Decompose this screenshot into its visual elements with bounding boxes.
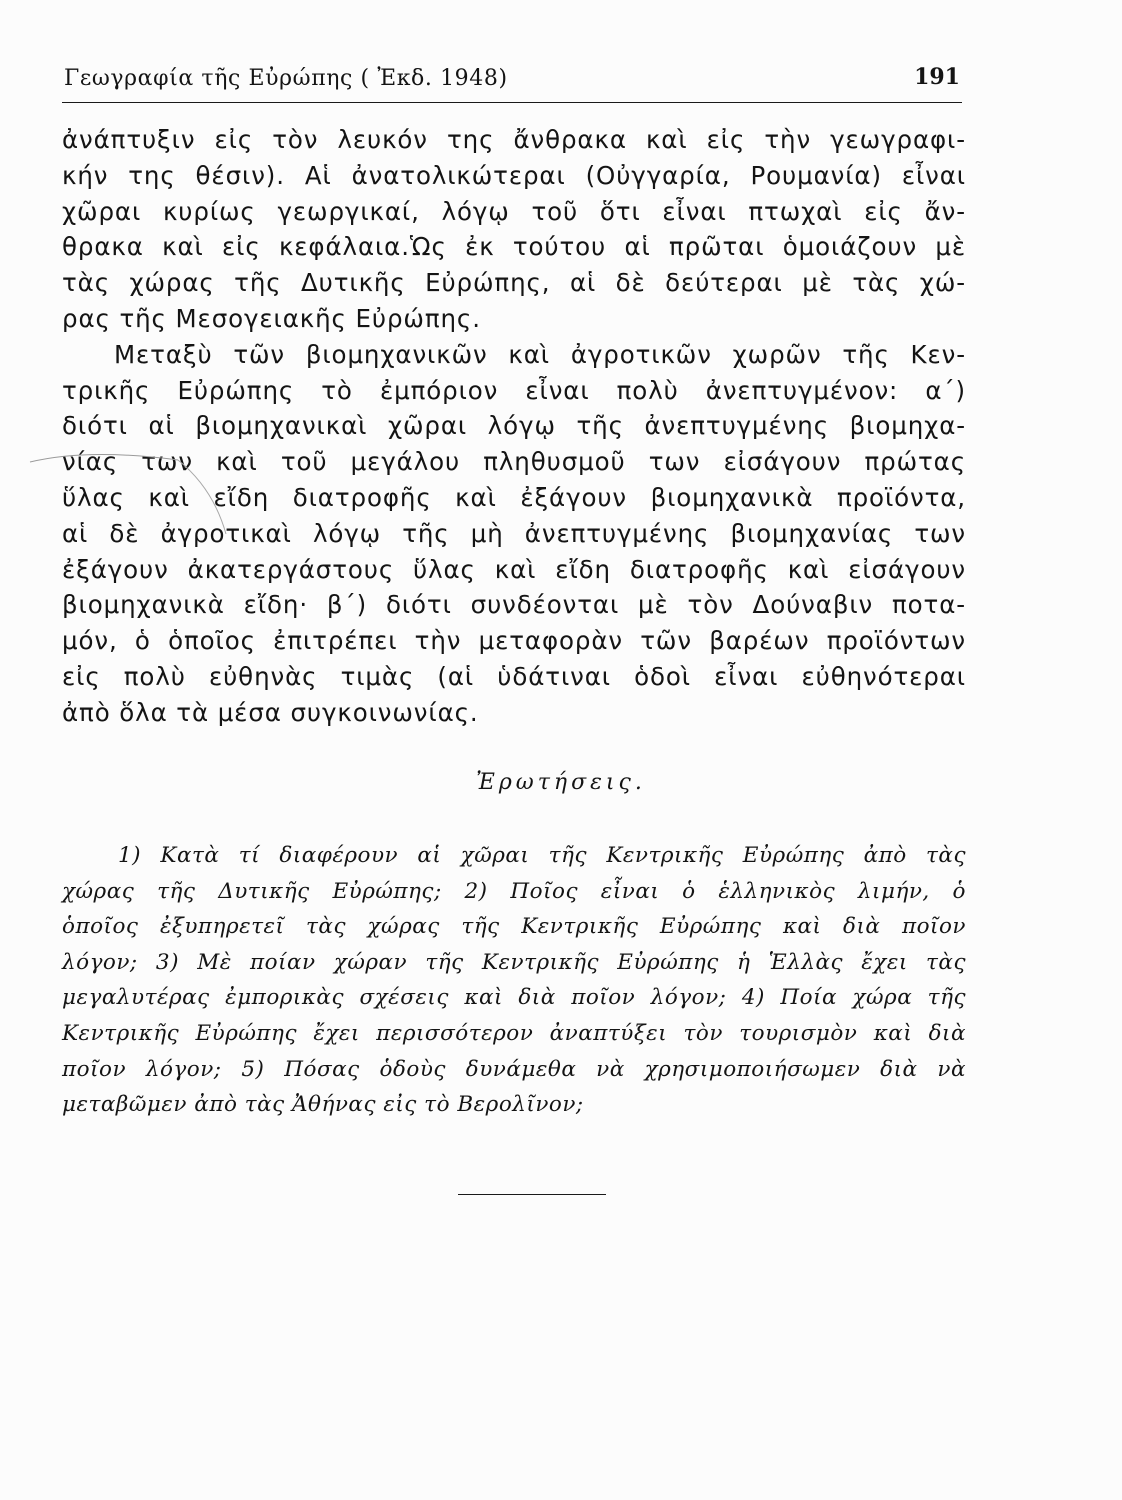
question-line: ποῖον λόγον; 5) Πόσας ὁδοὺς δυνάμεθα νὰ χρησιμοποιήσωμεν διὰ νὰ xyxy=(62,1056,966,1082)
body-line: βιομηχανικὰ εἴδη· β΄) διότι συνδέονται μὲ τὸν Δούναβιν ποτα- xyxy=(62,590,966,620)
running-title: Γεωγραφία τῆς Εὐρώπης ( Ἐκδ. 1948) xyxy=(64,66,508,91)
questions-heading: Ἐρωτήσεις. xyxy=(476,770,646,795)
body-line: αἱ δὲ ἀγροτικαὶ λόγῳ τῆς μὴ ἀνεπτυγμένης βιομηχανίας των xyxy=(62,518,966,548)
body-line: ὕλας καὶ εἴδη διατροφῆς καὶ ἐξάγουν βιομηχανικὰ προϊόντα, xyxy=(62,482,966,512)
question-line: λόγον; 3) Μὲ ποίαν χώραν τῆς Κεντρικῆς Εὐρώπης ἡ Ἑλλὰς ἔχει τὰς xyxy=(62,949,966,975)
body-line: διότι αἱ βιομηχανικαὶ χῶραι λόγῳ τῆς ἀνεπτυγμένης βιομηχα- xyxy=(62,411,966,441)
body-line: ἀπὸ ὅλα τὰ μέσα συγκοινωνίας. xyxy=(62,697,479,727)
body-line: εἰς πολὺ εὐθηνὰς τιμὰς (αἱ ὑδάτιναι ὁδοὶ εἶναι εὐθηνότεραι xyxy=(62,661,966,691)
body-line: ρας τῆς Μεσογειακῆς Εὐρώπης. xyxy=(62,303,481,333)
page-number: 191 xyxy=(914,64,960,90)
question-line: 1) Κατὰ τί διαφέρουν αἱ χῶραι τῆς Κεντρικῆς Εὐρώπης ἀπὸ τὰς xyxy=(118,843,966,868)
question-line: μεταβῶμεν ἀπὸ τὰς Ἀθήνας εἰς τὸ Βερολῖνον; xyxy=(62,1092,584,1118)
question-line: ὁποῖος ἐξυπηρετεῖ τὰς χώρας τῆς Κεντρικῆς Εὐρώπης καὶ διὰ ποῖον xyxy=(62,914,966,940)
running-head xyxy=(62,62,962,103)
body-line: Μεταξὺ τῶν βιομηχανικῶν καὶ ἀγροτικῶν χωρῶν τῆς Κεν- xyxy=(114,339,966,369)
question-line: μεγαλυτέρας ἐμπορικὰς σχέσεις καὶ διὰ ποῖον λόγον; 4) Ποία χώρα τῆς xyxy=(62,985,966,1011)
body-line: θρακα καὶ εἰς κεφάλαια.Ὡς ἐκ τούτου αἱ πρῶται ὁμοιάζουν μὲ xyxy=(62,232,966,262)
questions-block xyxy=(62,838,966,1123)
question-line: Κεντρικῆς Εὐρώπης ἔχει περισσότερον ἀναπτύξει τὸν τουρισμὸν καὶ διὰ xyxy=(62,1020,966,1046)
body-text xyxy=(62,122,966,731)
body-line: ἀνάπτυξιν εἰς τὸν λευκόν της ἄνθρακα καὶ εἰς τὴν γεωγραφι- xyxy=(62,125,966,154)
body-line: τὰς χώρας τῆς Δυτικῆς Εὐρώπης, αἱ δὲ δεύτεραι μὲ τὰς χώ- xyxy=(62,268,966,298)
body-line: κήν της θέσιν). Αἱ ἀνατολικώτεραι (Οὐγγαρία, Ρουμανία) εἶναι xyxy=(62,160,966,190)
end-rule xyxy=(458,1194,606,1195)
body-line: ἐξάγουν ἀκατεργάστους ὕλας καὶ εἴδη διατροφῆς καὶ εἰσάγουν xyxy=(62,554,966,584)
body-line: μόν, ὁ ὁποῖος ἐπιτρέπει τὴν μεταφορὰν τῶν βαρέων προϊόντων xyxy=(62,626,966,656)
body-line: χῶραι κυρίως γεωργικαί, λόγῳ τοῦ ὅτι εἶναι πτωχαὶ εἰς ἄν- xyxy=(62,196,966,226)
question-line: χώρας τῆς Δυτικῆς Εὐρώπης; 2) Ποῖος εἶναι ὁ ἑλληνικὸς λιμήν, ὁ xyxy=(62,878,966,904)
body-line: νίας των καὶ τοῦ μεγάλου πληθυσμοῦ των εἰσάγουν πρώτας xyxy=(62,447,966,477)
body-line: τρικῆς Εὐρώπης τὸ ἐμπόριον εἶναι πολὺ ἀνεπτυγμένον: α΄) xyxy=(62,375,966,405)
